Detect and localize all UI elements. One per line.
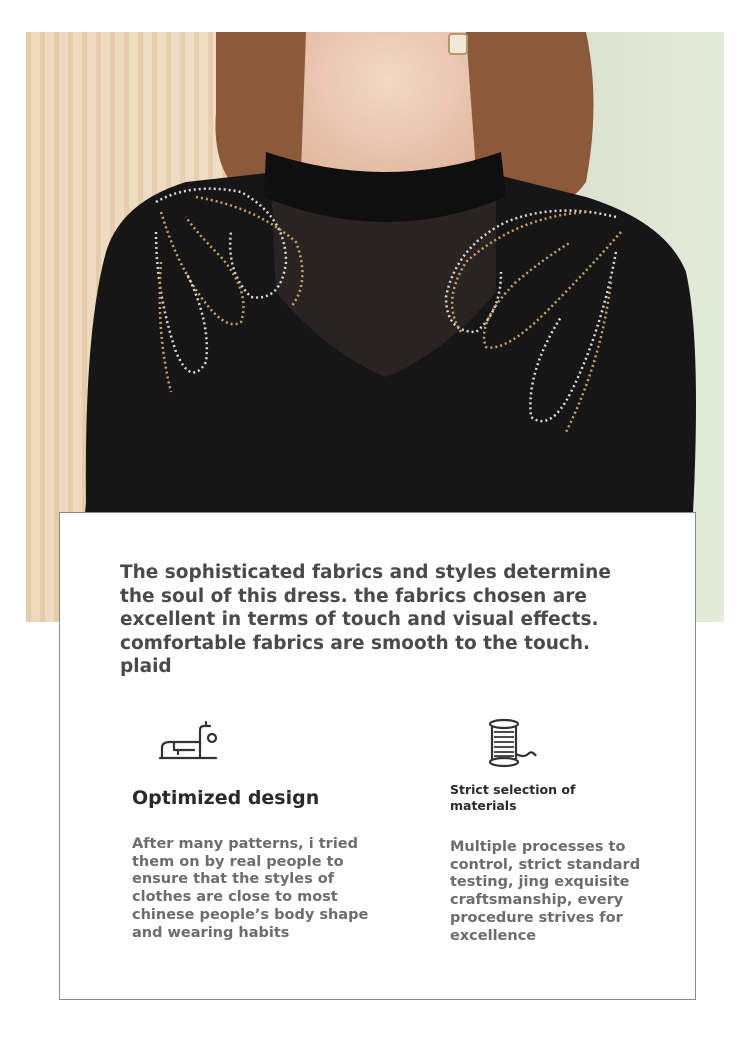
sewing-machine-icon — [154, 718, 224, 768]
feature-optimized-design — [132, 718, 392, 942]
thread-spool-icon — [478, 718, 548, 768]
feature-strict-materials — [450, 718, 660, 945]
feature-description: After many patterns, i tried them on by real people to ensure that the styles of clothes are close to most chinese people’s body shape and wearing habits — [132, 836, 369, 941]
feature-title: Strict selection of materials — [450, 782, 576, 813]
info-card — [59, 512, 696, 1000]
intro-text: The sophisticated fabrics and styles determine the soul of this dress. the fabrics chosen are excellent in terms of touch and visual effects. comfortable fabrics are smooth to the touch. plaid — [120, 562, 611, 677]
feature-title: Optimized design — [132, 787, 320, 809]
feature-description: Multiple processes to control, strict standard testing, jing exquisite craftsmanship, every procedure strives for excellence — [450, 839, 641, 944]
